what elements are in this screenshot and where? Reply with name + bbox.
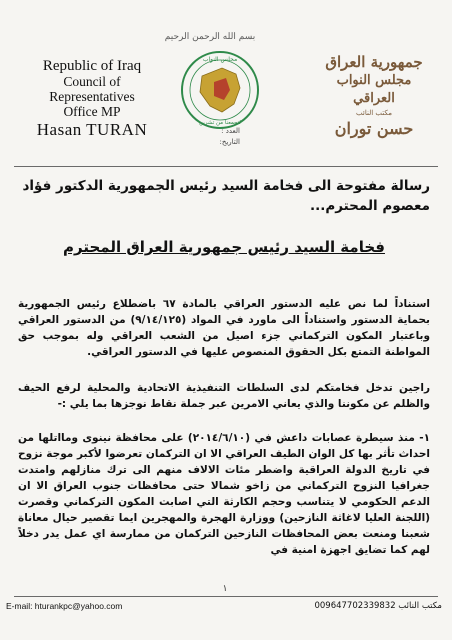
reference-number-label: العدد : (221, 127, 240, 135)
emblem-text-bottom: لتجمعنا من تشرين (199, 120, 241, 126)
letterhead-office: Office MP (63, 104, 121, 119)
letterhead-country: Republic of Iraq (42, 58, 142, 74)
council-emblem-logo (170, 48, 270, 168)
letterhead-arabic-country: جمهورية العراق (325, 53, 423, 71)
letter-salutation: فخامة السيد رئيس جمهورية العراق المحترم (63, 238, 385, 256)
letter-paragraph: استناداً لما نص عليه الدستور العراقي بالمادة ٦٧ باضطلاع رئيس الجمهورية بحماية الدستور واستناداً الى ماورد في المواد (٩/١٤/١٢٥) من الدستور العراقي وباعتبار المكون التركماني جزء اصيل من الشعب العراقي وله بموجب حق المواطنة التمتع بكل الحقوق المنصوص عليها في الدستور العراقي. (18, 298, 430, 358)
emblem-text-top: مجلس النواب (202, 56, 238, 63)
letterhead-arabic-mp-name: حسن توران (334, 119, 414, 138)
date-label: التاريخ: (219, 138, 240, 146)
page-number: ١ (222, 584, 228, 594)
letterhead-arabic-office: مكتب النائب (356, 109, 392, 117)
letter-opening: رسالة مفتوحة الى فخامة السيد رئيس الجمهورية الدكتور فؤاد معصوم المحترم... (22, 178, 430, 214)
letter-paragraph: راجين تدخل فخامتكم لدى السلطات التنفيذية الاتحادية والمحلية لرفع الحيف والظلم عن مكوننا والذي يعاني الامرين عبر جملة نقاط نوجزها بما يلي :- (18, 382, 430, 410)
footer-phone: مكتب النائب 009647702339832 (314, 601, 442, 611)
footer-divider (14, 596, 438, 597)
letterhead-english (22, 58, 162, 141)
footer-email: E-mail: hturankpc@yahoo.com (6, 601, 123, 611)
header-divider (14, 166, 438, 167)
letterhead-mp-name: Hasan TURAN (36, 120, 148, 139)
letterhead-arabic-council: مجلس النواب العراقي (336, 73, 412, 106)
letter-paragraph: ١- منذ سيطرة عصابات داعش في (٢٠١٤/٦/١٠) على محافظة نينوى ومااتلها من احداث تأثر بها كل الوان الطيف العراقي الا ان التركمان تعرضوا لأكبر موجة نزوح في تاريخ الدولة العراقية واضطر مئات الالاف منهم الى ترك منازلهم وامتدت جغرافيا النزوح التركماني من زاخو شمالا حتى محافظات جنوب العراق الا ان الدعم الحكومي لا يتناسب وحجم الكارثة التي اصابت المكون التركماني وقصرت (اللجنة العليا لاغاثة النازحين) ووزارة الهجرة والمهجرين ايما تقصير حيال معاناة شعبنا ومنعت بعض المحافظات النازحين التركمان من ممارسة اي عمل يدر دخلاً لهم كما تضايق اجهزة امنية في (18, 432, 430, 556)
letterhead-arabic (314, 52, 434, 140)
letterhead-council: Council of Representatives (49, 74, 135, 104)
reference-fields (170, 126, 240, 148)
basmala: بسم الله الرحمن الرحيم (164, 32, 256, 42)
